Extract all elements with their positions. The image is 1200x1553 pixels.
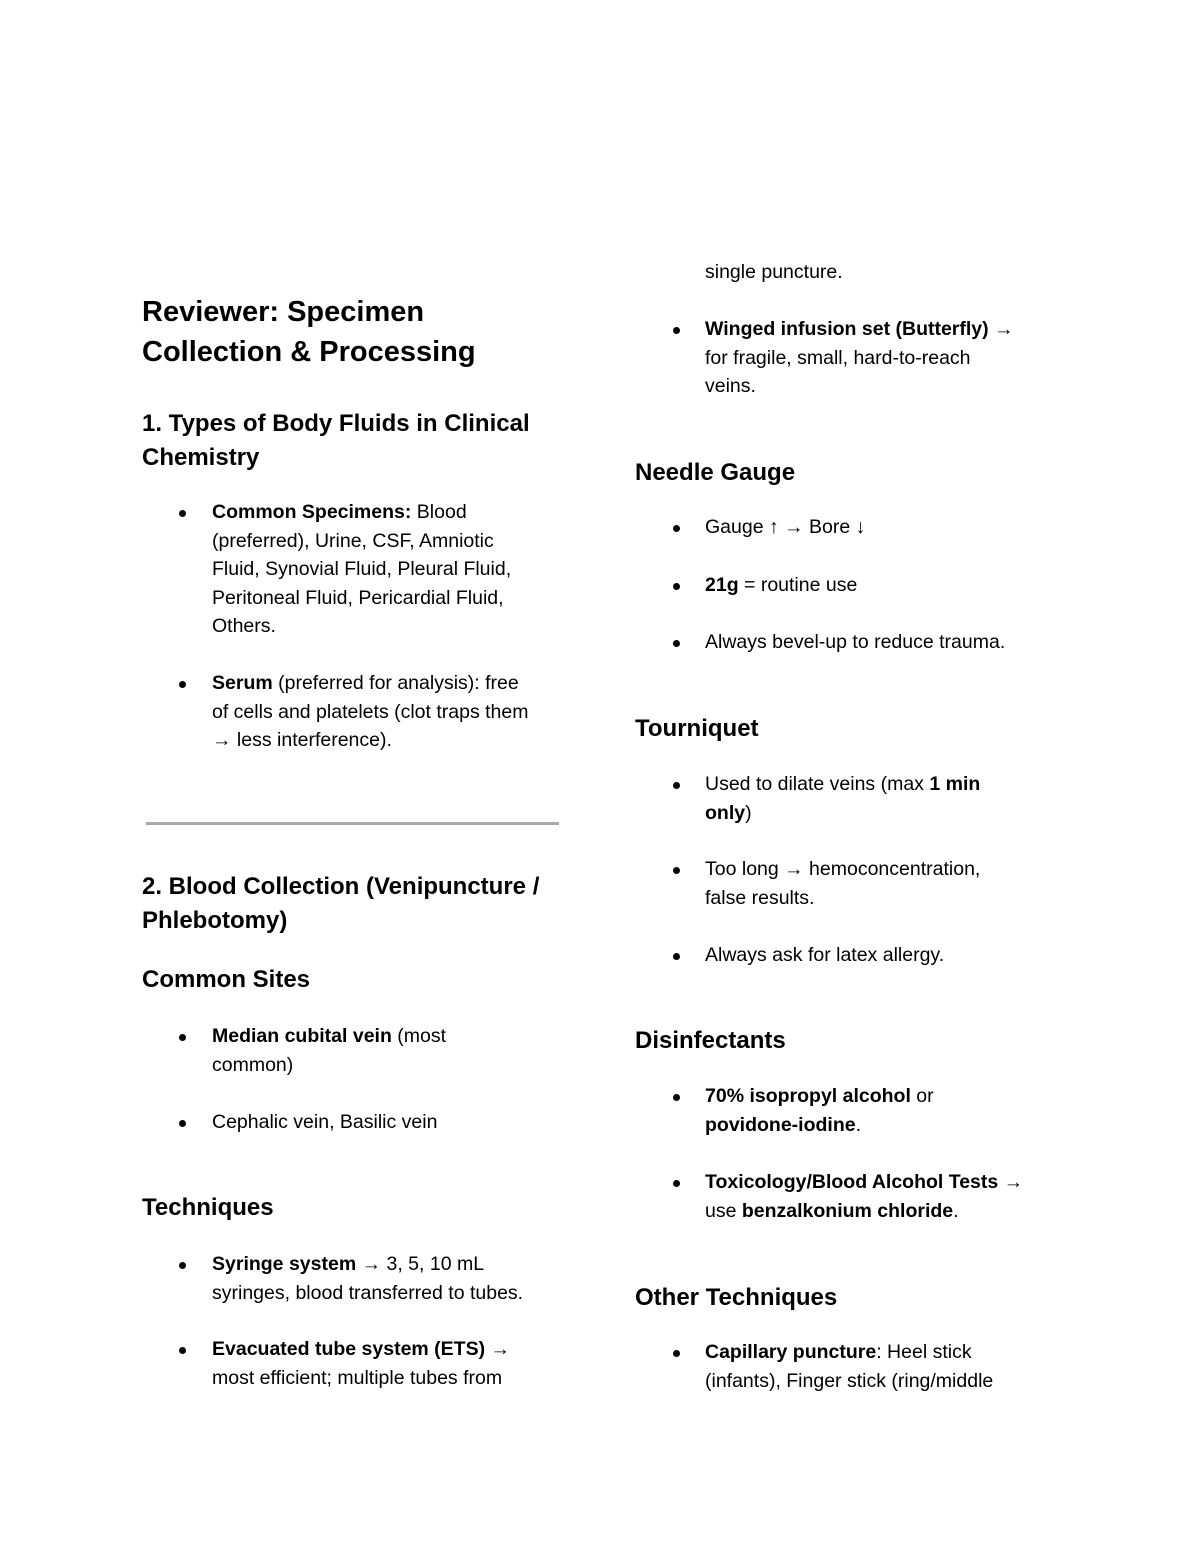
list-item-gauge-bore: Gauge ↑ → Bore ↓ xyxy=(705,516,866,538)
list-item-toxicology: Toxicology/Blood Alcohol Tests → use benzalkonium chloride. xyxy=(705,1171,1024,1222)
list-item-syringe-system: Syringe system → 3, 5, 10 mL syringes, blood transferred to tubes. xyxy=(212,1253,524,1304)
bullet-icon xyxy=(673,640,680,647)
bullet-icon xyxy=(673,782,680,789)
bullet-icon xyxy=(179,1120,186,1127)
bullet-icon xyxy=(179,1034,186,1041)
techniques-heading: Techniques xyxy=(142,1194,274,1221)
list-item-21g: 21g = routine use xyxy=(705,574,858,596)
bullet-icon xyxy=(673,953,680,960)
section-divider xyxy=(146,822,559,825)
list-item-median-cubital: Median cubital vein (most common) xyxy=(212,1025,447,1076)
list-item-too-long: Too long → hemoconcentration, false results. xyxy=(705,858,981,909)
bullet-icon xyxy=(673,1350,680,1357)
bullet-icon xyxy=(673,583,680,590)
bullet-icon xyxy=(673,1180,680,1187)
document-title: Reviewer: Specimen Collection & Processing xyxy=(142,296,476,368)
disinfectants-heading: Disinfectants xyxy=(635,1027,786,1054)
section-1-heading: 1. Types of Body Fluids in Clinical Chemistry xyxy=(142,410,530,471)
list-item-dilate-veins: Used to dilate veins (max 1 min only) xyxy=(705,773,981,824)
other-techniques-heading: Other Techniques xyxy=(635,1284,838,1311)
list-item-ets: Evacuated tube system (ETS) → most efficient; multiple tubes from xyxy=(212,1338,511,1389)
bullet-icon xyxy=(673,1094,680,1101)
continued-text: single puncture. xyxy=(705,261,843,283)
list-item-serum: Serum (preferred for analysis): free of cells and platelets (clot traps them → less interference). xyxy=(212,672,529,751)
bullet-icon xyxy=(179,1347,186,1354)
list-item-isopropyl: 70% isopropyl alcohol or povidone-iodine. xyxy=(705,1085,934,1136)
list-item-capillary-puncture: Capillary puncture: Heel stick (infants), Finger stick (ring/middle xyxy=(705,1341,994,1392)
list-item-common-specimens: Common Specimens: Blood (preferred), Urine, CSF, Amniotic Fluid, Synovial Fluid, Pleural Fluid, Peritoneal Fluid, Pericardial Fluid, Others. xyxy=(212,501,512,637)
list-item-cephalic-basilic: Cephalic vein, Basilic vein xyxy=(212,1111,438,1133)
bullet-icon xyxy=(673,867,680,874)
bullet-icon xyxy=(179,1262,186,1269)
common-sites-heading: Common Sites xyxy=(142,966,311,993)
list-item-bevel-up: Always bevel-up to reduce trauma. xyxy=(705,631,1006,653)
bullet-icon xyxy=(673,525,680,532)
list-item-latex-allergy: Always ask for latex allergy. xyxy=(705,944,945,966)
bullet-icon xyxy=(179,510,186,517)
bullet-icon xyxy=(179,681,186,688)
needle-gauge-heading: Needle Gauge xyxy=(635,459,796,486)
bullet-icon xyxy=(673,327,680,334)
list-item-winged-infusion: Winged infusion set (Butterfly) → for fragile, small, hard-to-reach veins. xyxy=(705,318,1014,397)
tourniquet-heading: Tourniquet xyxy=(635,715,759,742)
section-2-heading: 2. Blood Collection (Venipuncture / Phlebotomy) xyxy=(142,873,540,934)
